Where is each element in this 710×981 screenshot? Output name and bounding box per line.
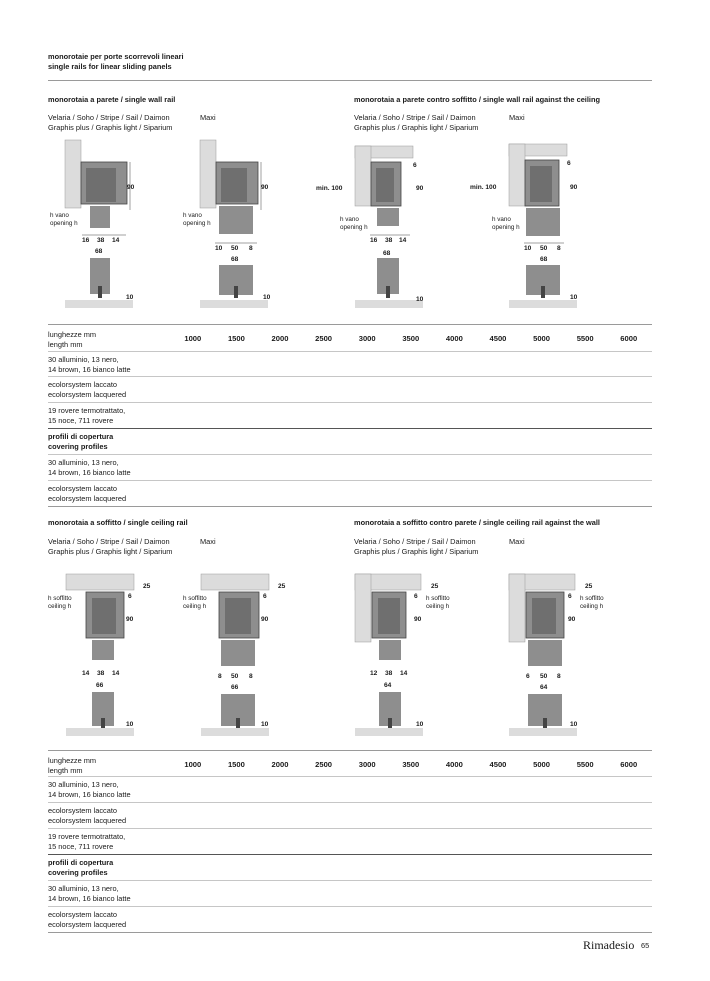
row-line-1: 30 alluminio, 13 nero, — [48, 884, 119, 893]
dim-d2: 38 — [97, 670, 105, 677]
row-line-2: ecolorsystem lacquered — [48, 816, 127, 825]
dim-total: 66 — [96, 682, 104, 689]
h-label-2: opening h — [183, 220, 211, 227]
row-line-1: 19 rovere termotrattato, — [48, 406, 126, 415]
section1-table-top — [48, 324, 652, 325]
drawing-ceiling-rail — [48, 574, 151, 736]
h-label-1: h soffitto — [48, 595, 72, 602]
dim-top: 6 — [128, 593, 132, 600]
dim-d2: 50 — [231, 245, 239, 252]
section1-lengths-label — [48, 330, 96, 350]
section2-maxi-right: Maxi — [509, 537, 525, 546]
row-line-1: ecolorsystem laccato — [48, 380, 118, 389]
table-row — [48, 406, 125, 426]
row-line-2: ecolorsystem lacquered — [48, 920, 127, 929]
length-2500: 2500 — [315, 334, 333, 343]
brand-logo: Rimadesio — [583, 938, 635, 952]
row-divider — [48, 906, 652, 907]
table-row — [48, 806, 126, 826]
table-row — [48, 355, 131, 375]
header-line-2: single rails for linear sliding panels — [48, 62, 172, 71]
length-2000: 2000 — [271, 334, 289, 343]
dim-floor: 10 — [126, 294, 134, 301]
section2-models-left — [48, 537, 172, 557]
dim-90: 90 — [127, 184, 135, 191]
section1-left-title: monorotaia a parete / single wall rail — [48, 95, 176, 104]
models-line-2: Graphis plus / Graphis light / Siparium — [48, 123, 173, 132]
row-line-1: profili di copertura — [48, 432, 114, 441]
h-label-1: h vano — [492, 216, 511, 223]
dim-d1: 10 — [215, 245, 223, 252]
drawing-wall-rail-ceiling-maxi — [470, 144, 578, 308]
section2-table-top — [48, 750, 652, 751]
dim-top: 6 — [567, 160, 571, 167]
row-line-2: 15 noce, 711 rovere — [48, 842, 114, 851]
row-line-2: 15 noce, 711 rovere — [48, 416, 114, 425]
dim-90: 90 — [416, 185, 424, 192]
dim-d2: 38 — [385, 237, 393, 244]
length-2000: 2000 — [271, 760, 289, 769]
row-divider — [48, 454, 652, 455]
dim-d1: 16 — [370, 237, 378, 244]
row-divider — [48, 480, 652, 481]
dim-90: 90 — [261, 184, 269, 191]
dim-ceil: 25 — [431, 583, 439, 590]
dim-d3: 8 — [557, 673, 561, 680]
dim-d2: 50 — [540, 245, 548, 252]
dim-d2: 50 — [540, 673, 548, 680]
dim-d1: 12 — [370, 670, 378, 677]
dim-90: 90 — [570, 184, 578, 191]
row-divider — [48, 880, 652, 881]
length-1500: 1500 — [227, 334, 245, 343]
dim-floor: 10 — [570, 294, 578, 301]
length-3000: 3000 — [358, 334, 376, 343]
dim-total: 66 — [231, 684, 239, 691]
section2-models-right — [354, 537, 478, 557]
h-label-1: h soffitto — [580, 595, 604, 602]
dim-total: 68 — [231, 256, 239, 263]
dim-90: 90 — [126, 616, 134, 623]
h-label-1: h vano — [183, 212, 202, 219]
dim-90: 90 — [414, 616, 422, 623]
row-line-2: covering profiles — [48, 442, 108, 451]
row-divider — [48, 802, 652, 803]
length-4500: 4500 — [489, 760, 507, 769]
h-label-2: ceiling h — [426, 603, 450, 610]
section1-right-title: monorotaia a parete contro soffitto / single wall rail against the ceiling — [354, 95, 600, 104]
h-label-2: ceiling h — [580, 603, 604, 610]
page-number: 65 — [641, 941, 650, 950]
h-label-2: opening h — [492, 224, 520, 231]
dim-90: 90 — [261, 616, 269, 623]
length-3500: 3500 — [402, 760, 420, 769]
section1-maxi-left: Maxi — [200, 113, 216, 122]
dim-d3: 8 — [557, 245, 561, 252]
dim-min: min. 100 — [316, 185, 343, 192]
dim-d2: 38 — [385, 670, 393, 677]
models-line-2: Graphis plus / Graphis light / Siparium — [354, 547, 479, 556]
h-label-2: ceiling h — [48, 603, 72, 610]
h-label-1: h soffitto — [426, 595, 450, 602]
row-line-1: ecolorsystem laccato — [48, 910, 118, 919]
table-row — [48, 910, 126, 930]
table-row — [48, 780, 131, 800]
length-5500: 5500 — [576, 760, 594, 769]
length-5000: 5000 — [533, 334, 550, 343]
row-divider — [48, 828, 652, 829]
lengths-label-1: lunghezze mm — [48, 330, 97, 339]
length-5500: 5500 — [576, 334, 594, 343]
h-label-2: opening h — [340, 224, 368, 231]
section1-models-right — [354, 113, 478, 133]
row-line-1: ecolorsystem laccato — [48, 484, 118, 493]
length-4500: 4500 — [489, 334, 507, 343]
drawing-wall-rail — [50, 140, 135, 308]
dim-d3: 14 — [112, 670, 120, 677]
row-line-2: 14 brown, 16 bianco latte — [48, 468, 131, 477]
section2-lengths — [171, 760, 651, 769]
h-label-1: h vano — [50, 212, 69, 219]
row-line-1: 19 rovere termotrattato, — [48, 832, 126, 841]
section1-drawings — [40, 138, 660, 313]
h-label-2: ceiling h — [183, 603, 207, 610]
dim-d3: 14 — [399, 237, 407, 244]
dim-total: 68 — [540, 256, 548, 263]
row-line-2: covering profiles — [48, 868, 108, 877]
section2-maxi-left: Maxi — [200, 537, 216, 546]
dim-total: 64 — [384, 682, 392, 689]
section-divider — [48, 932, 652, 933]
section2-right-title: monorotaia a soffitto contro parete / single ceiling rail against the wall — [354, 518, 600, 527]
dim-top: 6 — [414, 593, 418, 600]
h-label-1: h soffitto — [183, 595, 207, 602]
row-line-1: ecolorsystem laccato — [48, 806, 118, 815]
dim-d3: 8 — [249, 245, 253, 252]
table-row — [48, 884, 131, 904]
dim-d1: 14 — [82, 670, 90, 677]
row-divider — [48, 351, 652, 352]
h-label-1: h vano — [340, 216, 359, 223]
models-line-2: Graphis plus / Graphis light / Siparium — [354, 123, 479, 132]
length-6000: 6000 — [620, 334, 638, 343]
row-line-2: 14 brown, 16 bianco latte — [48, 365, 131, 374]
section2-drawings — [40, 568, 660, 740]
drawing-ceiling-rail-wall — [355, 574, 450, 736]
section1-lengths — [171, 334, 651, 343]
dim-floor: 10 — [416, 721, 424, 728]
dim-floor: 10 — [261, 721, 269, 728]
row-divider — [48, 428, 652, 429]
row-divider — [48, 854, 652, 855]
lengths-label-2: length mm — [48, 340, 83, 349]
table-row-heading — [48, 858, 113, 878]
header-line-1: monorotaie per porte scorrevoli lineari — [48, 52, 184, 61]
row-line-2: 14 brown, 16 bianco latte — [48, 790, 131, 799]
section1-maxi-right: Maxi — [509, 113, 525, 122]
models-line-2: Graphis plus / Graphis light / Siparium — [48, 547, 173, 556]
section-divider — [48, 506, 652, 507]
length-3500: 3500 — [402, 334, 420, 343]
dim-d1: 6 — [526, 673, 530, 680]
drawing-wall-rail-maxi — [183, 140, 271, 308]
header-divider — [48, 80, 652, 81]
length-1000: 1000 — [184, 760, 202, 769]
dim-d2: 50 — [231, 673, 239, 680]
drawing-ceiling-rail-wall-maxi — [509, 574, 604, 736]
row-line-2: ecolorsystem lacquered — [48, 494, 127, 503]
row-line-2: 14 brown, 16 bianco latte — [48, 894, 131, 903]
dim-top: 6 — [568, 593, 572, 600]
table-row — [48, 484, 126, 504]
lengths-label-1: lunghezze mm — [48, 756, 97, 765]
models-line-1: Velaria / Soho / Stripe / Sail / Daimon — [354, 113, 476, 122]
table-row — [48, 380, 126, 400]
models-line-1: Velaria / Soho / Stripe / Sail / Daimon — [48, 113, 170, 122]
h-label-2: opening h — [50, 220, 78, 227]
dim-d2: 38 — [97, 237, 105, 244]
table-row-heading — [48, 432, 113, 452]
length-1500: 1500 — [227, 760, 245, 769]
dim-d3: 14 — [400, 670, 408, 677]
length-5000: 5000 — [533, 760, 550, 769]
dim-d3: 14 — [112, 237, 120, 244]
row-divider — [48, 402, 652, 403]
length-6000: 6000 — [620, 760, 638, 769]
dim-floor: 10 — [570, 721, 578, 728]
table-row — [48, 832, 125, 852]
row-line-1: 30 alluminio, 13 nero, — [48, 355, 119, 364]
section2-left-title: monorotaia a soffitto / single ceiling rail — [48, 518, 188, 527]
dim-d1: 10 — [524, 245, 532, 252]
dim-total: 68 — [95, 248, 103, 255]
length-2500: 2500 — [315, 760, 333, 769]
dim-floor: 10 — [126, 721, 134, 728]
dim-floor: 10 — [416, 296, 424, 303]
length-4000: 4000 — [445, 334, 463, 343]
page-header — [48, 52, 184, 72]
length-3000: 3000 — [358, 760, 376, 769]
row-line-1: 30 alluminio, 13 nero, — [48, 458, 119, 467]
dim-d1: 16 — [82, 237, 90, 244]
dim-d1: 8 — [218, 673, 222, 680]
drawing-wall-rail-ceiling — [316, 146, 424, 308]
dim-total: 68 — [383, 250, 391, 257]
dim-d3: 8 — [249, 673, 253, 680]
models-line-1: Velaria / Soho / Stripe / Sail / Daimon — [48, 537, 170, 546]
lengths-label-2: length mm — [48, 766, 83, 775]
section2-lengths-label — [48, 756, 96, 776]
row-divider — [48, 776, 652, 777]
dim-total: 64 — [540, 684, 548, 691]
table-row — [48, 458, 131, 478]
dim-floor: 10 — [263, 294, 271, 301]
row-divider — [48, 376, 652, 377]
length-1000: 1000 — [184, 334, 202, 343]
row-line-1: profili di copertura — [48, 858, 114, 867]
dim-min: min. 100 — [470, 184, 497, 191]
dim-ceil: 25 — [585, 583, 593, 590]
section1-models-left — [48, 113, 172, 133]
length-4000: 4000 — [445, 760, 463, 769]
drawing-ceiling-rail-maxi — [183, 574, 286, 736]
dim-ceil: 25 — [143, 583, 151, 590]
dim-90: 90 — [568, 616, 576, 623]
dim-ceil: 25 — [278, 583, 286, 590]
dim-top: 6 — [413, 162, 417, 169]
row-line-1: 30 alluminio, 13 nero, — [48, 780, 119, 789]
models-line-1: Velaria / Soho / Stripe / Sail / Daimon — [354, 537, 476, 546]
row-line-2: ecolorsystem lacquered — [48, 390, 127, 399]
dim-top: 6 — [263, 593, 267, 600]
